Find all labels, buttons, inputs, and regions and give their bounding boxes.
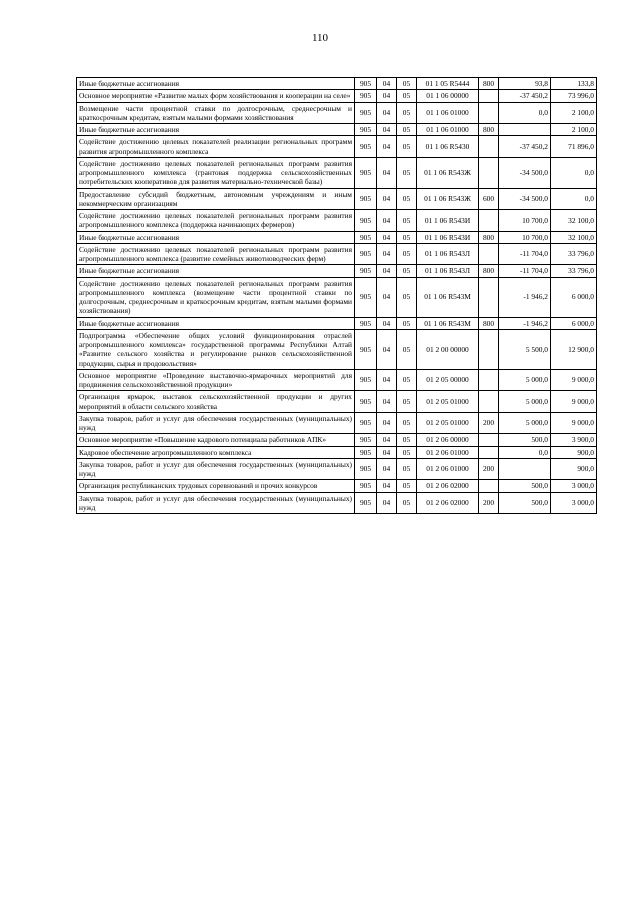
row-name: Иные бюджетные ассигнования (77, 265, 355, 277)
row-amount-total: 12 900,0 (551, 329, 597, 369)
row-name: Подпрограмма «Обеспечение общих условий функционирования отраслей агропромышленного комплекса» государственной программы Республики Алтай «Развитие сельского хозяйства и регулирование рынков сельскохозяйственной продукции, сырья и продовольствия» (77, 329, 355, 369)
row-section-code: 04 (377, 446, 397, 458)
row-amount-total: 0,0 (551, 157, 597, 188)
row-expense-type (479, 243, 499, 265)
row-ministry-code: 905 (355, 124, 377, 136)
row-ministry-code: 905 (355, 329, 377, 369)
row-subsection-code: 05 (397, 157, 417, 188)
row-amount-total: 32 100,0 (551, 231, 597, 243)
table-row (77, 210, 597, 232)
row-ministry-code: 905 (355, 412, 377, 434)
table-row (77, 434, 597, 446)
row-ministry-code: 905 (355, 231, 377, 243)
row-name: Организация республиканских трудовых соревнований и прочих конкурсов (77, 480, 355, 492)
row-expense-type (479, 446, 499, 458)
row-section-code: 04 (377, 369, 397, 391)
row-amount-total: 0,0 (551, 188, 597, 210)
row-target-article: 01 2 06 00000 (417, 434, 479, 446)
row-ministry-code: 905 (355, 210, 377, 232)
row-name: Содействие достижению целевых показателей региональных программ развития агропромышленного комплекса (поддержка начинающих фермеров) (77, 210, 355, 232)
row-subsection-code: 05 (397, 446, 417, 458)
row-subsection-code: 05 (397, 243, 417, 265)
row-amount-change: 500,0 (499, 480, 551, 492)
row-subsection-code: 05 (397, 277, 417, 317)
row-target-article: 01 2 06 02000 (417, 480, 479, 492)
table-row (77, 90, 597, 102)
budget-table (76, 77, 597, 514)
row-expense-type (479, 102, 499, 124)
row-name: Основное мероприятие «Проведение выставочно-ярмарочных мероприятий для продвижения сельскохозяйственной продукции» (77, 369, 355, 391)
row-ministry-code: 905 (355, 265, 377, 277)
row-amount-change (499, 458, 551, 480)
row-name: Закупка товаров, работ и услуг для обеспечения государственных (муниципальных) нужд (77, 412, 355, 434)
row-section-code: 04 (377, 317, 397, 329)
row-subsection-code: 05 (397, 369, 417, 391)
row-amount-change (499, 124, 551, 136)
row-ministry-code: 905 (355, 102, 377, 124)
row-name: Закупка товаров, работ и услуг для обеспечения государственных (муниципальных) нужд (77, 458, 355, 480)
row-section-code: 04 (377, 188, 397, 210)
row-amount-total: 133,8 (551, 78, 597, 90)
table-row (77, 157, 597, 188)
row-ministry-code: 905 (355, 188, 377, 210)
row-subsection-code: 05 (397, 412, 417, 434)
row-expense-type (479, 90, 499, 102)
table-row (77, 446, 597, 458)
row-subsection-code: 05 (397, 210, 417, 232)
row-amount-change: -37 450,2 (499, 90, 551, 102)
row-expense-type (479, 480, 499, 492)
row-name: Основное мероприятие «Повышение кадрового потенциала работников АПК» (77, 434, 355, 446)
table-row (77, 102, 597, 124)
row-amount-total: 3 900,0 (551, 434, 597, 446)
row-amount-total: 33 796,0 (551, 265, 597, 277)
row-amount-change: 5 000,0 (499, 412, 551, 434)
row-section-code: 04 (377, 412, 397, 434)
row-ministry-code: 905 (355, 492, 377, 514)
row-section-code: 04 (377, 391, 397, 413)
row-name: Иные бюджетные ассигнования (77, 124, 355, 136)
budget-table-body (77, 78, 597, 514)
table-row (77, 265, 597, 277)
row-amount-total: 900,0 (551, 446, 597, 458)
row-section-code: 04 (377, 277, 397, 317)
row-expense-type: 200 (479, 492, 499, 514)
row-amount-change: 0,0 (499, 102, 551, 124)
row-amount-total: 2 100,0 (551, 124, 597, 136)
row-amount-change: -34 500,0 (499, 157, 551, 188)
row-expense-type: 800 (479, 124, 499, 136)
row-target-article: 01 1 06 R543И (417, 210, 479, 232)
row-amount-change: -11 704,0 (499, 243, 551, 265)
row-subsection-code: 05 (397, 90, 417, 102)
row-section-code: 04 (377, 78, 397, 90)
row-subsection-code: 05 (397, 434, 417, 446)
row-ministry-code: 905 (355, 446, 377, 458)
row-expense-type (479, 434, 499, 446)
table-row (77, 188, 597, 210)
row-section-code: 04 (377, 136, 397, 158)
row-subsection-code: 05 (397, 78, 417, 90)
row-target-article: 01 1 06 R543Ж (417, 157, 479, 188)
row-section-code: 04 (377, 480, 397, 492)
row-subsection-code: 05 (397, 102, 417, 124)
row-amount-total: 73 996,0 (551, 90, 597, 102)
row-ministry-code: 905 (355, 317, 377, 329)
row-ministry-code: 905 (355, 391, 377, 413)
row-name: Содействие достижению целевых показателей реализации региональных программ развития агропромышленного комплекса (77, 136, 355, 158)
row-target-article: 01 2 05 01000 (417, 412, 479, 434)
row-amount-total: 6 000,0 (551, 277, 597, 317)
row-name: Иные бюджетные ассигнования (77, 317, 355, 329)
table-row (77, 458, 597, 480)
row-name: Кадровое обеспечение агропромышленного комплекса (77, 446, 355, 458)
row-subsection-code: 05 (397, 265, 417, 277)
row-section-code: 04 (377, 458, 397, 480)
row-ministry-code: 905 (355, 78, 377, 90)
row-amount-change: -1 946,2 (499, 317, 551, 329)
row-section-code: 04 (377, 231, 397, 243)
row-name: Содействие достижению целевых показателей региональных программ развития агропромышленного комплекса (грантовая поддержка сельскохозяйственных потребительских кооперативов для развития материально-технической базы) (77, 157, 355, 188)
row-subsection-code: 05 (397, 231, 417, 243)
row-name: Содействие достижению целевых показателей региональных программ развития агропромышленного комплекса (возмещение части процентной ставки по долгосрочным, среднесрочным и краткосрочным кредитам, взятым малыми формами хозяйствования) (77, 277, 355, 317)
row-ministry-code: 905 (355, 90, 377, 102)
row-ministry-code: 905 (355, 157, 377, 188)
row-target-article: 01 1 05 R5444 (417, 78, 479, 90)
row-amount-change: 500,0 (499, 492, 551, 514)
row-amount-change: 5 000,0 (499, 369, 551, 391)
row-amount-change: 5 500,0 (499, 329, 551, 369)
row-section-code: 04 (377, 492, 397, 514)
row-amount-change: 500,0 (499, 434, 551, 446)
row-amount-total: 3 000,0 (551, 492, 597, 514)
row-target-article: 01 1 06 R5430 (417, 136, 479, 158)
row-amount-total: 9 000,0 (551, 391, 597, 413)
row-target-article: 01 2 05 00000 (417, 369, 479, 391)
row-amount-change: 10 700,0 (499, 210, 551, 232)
table-row (77, 243, 597, 265)
row-section-code: 04 (377, 124, 397, 136)
row-amount-total: 71 896,0 (551, 136, 597, 158)
row-amount-total: 33 796,0 (551, 243, 597, 265)
table-row (77, 369, 597, 391)
row-name: Основное мероприятие «Развитие малых форм хозяйствования и кооперации на селе» (77, 90, 355, 102)
row-amount-change: -34 500,0 (499, 188, 551, 210)
row-expense-type: 800 (479, 317, 499, 329)
row-section-code: 04 (377, 434, 397, 446)
row-ministry-code: 905 (355, 243, 377, 265)
row-subsection-code: 05 (397, 492, 417, 514)
row-expense-type: 200 (479, 412, 499, 434)
row-target-article: 01 1 06 R543М (417, 277, 479, 317)
row-target-article: 01 2 06 02000 (417, 492, 479, 514)
row-amount-total: 9 000,0 (551, 369, 597, 391)
row-amount-total: 9 000,0 (551, 412, 597, 434)
table-row (77, 412, 597, 434)
row-target-article: 01 1 06 00000 (417, 90, 479, 102)
table-row (77, 391, 597, 413)
row-amount-change: -37 450,2 (499, 136, 551, 158)
row-name: Предоставление субсидий бюджетным, автономным учреждениям и иным некоммерческим организациям (77, 188, 355, 210)
row-name: Содействие достижению целевых показателей региональных программ развития агропромышленного комплекса (развитие семейных животноводческих ферм) (77, 243, 355, 265)
row-expense-type: 800 (479, 265, 499, 277)
row-target-article: 01 2 06 01000 (417, 446, 479, 458)
row-target-article: 01 1 06 R543М (417, 317, 479, 329)
row-subsection-code: 05 (397, 329, 417, 369)
row-expense-type: 800 (479, 231, 499, 243)
row-section-code: 04 (377, 329, 397, 369)
row-target-article: 01 1 06 R543И (417, 231, 479, 243)
row-amount-total: 32 100,0 (551, 210, 597, 232)
table-row (77, 231, 597, 243)
row-name: Закупка товаров, работ и услуг для обеспечения государственных (муниципальных) нужд (77, 492, 355, 514)
row-target-article: 01 1 06 R543Л (417, 265, 479, 277)
row-section-code: 04 (377, 90, 397, 102)
row-amount-change: 10 700,0 (499, 231, 551, 243)
row-subsection-code: 05 (397, 317, 417, 329)
row-amount-total: 2 100,0 (551, 102, 597, 124)
row-subsection-code: 05 (397, 458, 417, 480)
row-section-code: 04 (377, 102, 397, 124)
row-name: Иные бюджетные ассигнования (77, 78, 355, 90)
row-section-code: 04 (377, 157, 397, 188)
row-target-article: 01 2 05 01000 (417, 391, 479, 413)
row-target-article: 01 1 06 R543Ж (417, 188, 479, 210)
row-amount-total: 900,0 (551, 458, 597, 480)
row-ministry-code: 905 (355, 136, 377, 158)
row-ministry-code: 905 (355, 480, 377, 492)
row-section-code: 04 (377, 265, 397, 277)
row-ministry-code: 905 (355, 369, 377, 391)
row-amount-change: 0,0 (499, 446, 551, 458)
table-row (77, 480, 597, 492)
row-target-article: 01 1 06 01000 (417, 124, 479, 136)
row-section-code: 04 (377, 243, 397, 265)
row-amount-change: -11 704,0 (499, 265, 551, 277)
row-target-article: 01 1 06 01000 (417, 102, 479, 124)
row-expense-type: 600 (479, 188, 499, 210)
row-target-article: 01 2 06 01000 (417, 458, 479, 480)
row-name: Возмещение части процентной ставки по долгосрочным, среднесрочным и краткосрочным кредитам, взятым малыми формами хозяйствования (77, 102, 355, 124)
row-ministry-code: 905 (355, 458, 377, 480)
row-amount-total: 3 000,0 (551, 480, 597, 492)
row-target-article: 01 2 00 00000 (417, 329, 479, 369)
row-expense-type: 800 (479, 78, 499, 90)
row-expense-type (479, 391, 499, 413)
row-amount-total: 6 000,0 (551, 317, 597, 329)
row-expense-type: 200 (479, 458, 499, 480)
row-name: Организация ярмарок, выставок сельскохозяйственной продукции и других мероприятий в области сельского хозяйства (77, 391, 355, 413)
row-subsection-code: 05 (397, 136, 417, 158)
row-name: Иные бюджетные ассигнования (77, 231, 355, 243)
row-expense-type (479, 210, 499, 232)
table-row (77, 329, 597, 369)
table-row (77, 136, 597, 158)
row-subsection-code: 05 (397, 188, 417, 210)
row-subsection-code: 05 (397, 124, 417, 136)
row-ministry-code: 905 (355, 434, 377, 446)
row-amount-change: 93,8 (499, 78, 551, 90)
row-expense-type (479, 329, 499, 369)
row-amount-change: -1 946,2 (499, 277, 551, 317)
row-target-article: 01 1 06 R543Л (417, 243, 479, 265)
table-row (77, 317, 597, 329)
row-section-code: 04 (377, 210, 397, 232)
page-number: 110 (311, 32, 329, 44)
row-expense-type (479, 277, 499, 317)
row-expense-type (479, 136, 499, 158)
table-row (77, 492, 597, 514)
row-subsection-code: 05 (397, 480, 417, 492)
table-row (77, 277, 597, 317)
table-row (77, 124, 597, 136)
row-subsection-code: 05 (397, 391, 417, 413)
row-amount-change: 5 000,0 (499, 391, 551, 413)
row-expense-type (479, 157, 499, 188)
row-expense-type (479, 369, 499, 391)
table-row (77, 78, 597, 90)
row-ministry-code: 905 (355, 277, 377, 317)
